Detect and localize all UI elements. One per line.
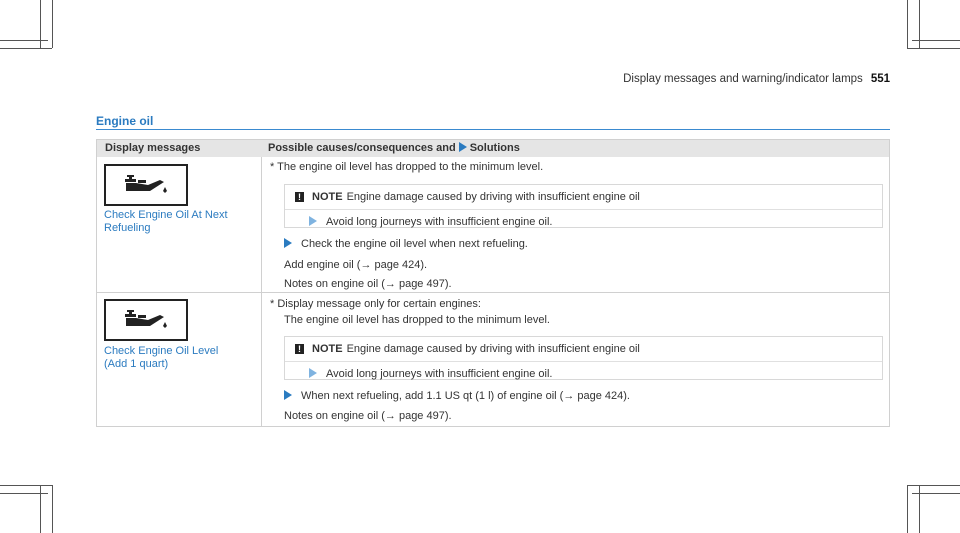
solution-arrow-icon <box>459 142 467 152</box>
note-text: Engine damage caused by driving with insufficient engine oil <box>346 191 640 203</box>
notes-reference[interactable]: Notes on engine oil (→ page 497). <box>284 278 452 290</box>
solution-text: When next refueling, add 1.1 US qt (1 l) of engine oil (→ page 424). <box>301 390 630 402</box>
crop-mark <box>52 485 53 533</box>
crop-mark <box>0 485 52 486</box>
oil-can-icon <box>104 299 188 341</box>
solution-text: Check the engine oil level when next refueling. <box>301 238 528 250</box>
running-header <box>623 73 890 85</box>
note-separator <box>285 361 882 362</box>
oil-can-icon <box>104 164 188 206</box>
action-arrow-icon <box>284 238 292 248</box>
message-line: Check Engine Oil Level <box>104 345 219 357</box>
col-header-causes-text: Possible causes/consequences and <box>268 142 456 154</box>
crop-mark <box>0 40 48 41</box>
note-box <box>284 184 883 228</box>
note-label: NOTE <box>312 343 343 355</box>
running-header-text: Display messages and warning/indicator lamps <box>623 73 863 85</box>
row-divider <box>97 292 889 293</box>
action-arrow-icon <box>309 216 317 226</box>
col-header-causes <box>268 142 520 154</box>
cause-detail: The engine oil level has dropped to the minimum level. <box>284 314 550 326</box>
solution-step <box>284 390 630 402</box>
messages-table <box>96 139 890 427</box>
action-arrow-icon <box>309 368 317 378</box>
col-header-solutions: Solutions <box>469 142 520 154</box>
cause-text: * The engine oil level has dropped to the minimum level. <box>270 161 544 173</box>
note-label: NOTE <box>312 191 343 203</box>
crop-mark <box>907 48 960 49</box>
crop-mark <box>912 493 960 494</box>
note-action-text: Avoid long journeys with insufficient engine oil. <box>326 368 553 380</box>
note-separator <box>285 209 882 210</box>
page-number: 551 <box>870 73 890 85</box>
warning-icon: ! <box>295 344 304 354</box>
crop-mark <box>52 0 53 48</box>
crop-mark <box>907 0 908 48</box>
note-action <box>309 368 552 380</box>
section-rule <box>96 129 890 130</box>
table-header <box>97 140 889 157</box>
action-arrow-icon <box>284 390 292 400</box>
notes-reference[interactable]: Notes on engine oil (→ page 497). <box>284 410 452 422</box>
crop-mark <box>0 493 48 494</box>
solution-step <box>284 238 528 250</box>
note-box <box>284 336 883 380</box>
crop-mark <box>907 485 960 486</box>
note-header <box>295 191 640 203</box>
message-line: (Add 1 quart) <box>104 358 169 370</box>
cause-text: * Display message only for certain engines: <box>270 298 481 310</box>
warning-icon: ! <box>295 192 304 202</box>
col-header-display-messages: Display messages <box>105 142 201 154</box>
add-oil-reference[interactable]: Add engine oil (→ page 424). <box>284 259 428 271</box>
message-line: Check Engine Oil At Next <box>104 209 228 221</box>
note-action <box>309 216 552 228</box>
note-header <box>295 343 640 355</box>
message-line: Refueling <box>104 222 151 234</box>
crop-mark <box>0 48 52 49</box>
crop-mark <box>907 485 908 533</box>
crop-mark <box>912 40 960 41</box>
message-check-oil-level <box>104 345 218 371</box>
note-text: Engine damage caused by driving with insufficient engine oil <box>346 343 640 355</box>
note-action-text: Avoid long journeys with insufficient engine oil. <box>326 216 553 228</box>
section-title: Engine oil <box>96 114 154 128</box>
message-check-oil-next-refueling <box>104 209 228 235</box>
